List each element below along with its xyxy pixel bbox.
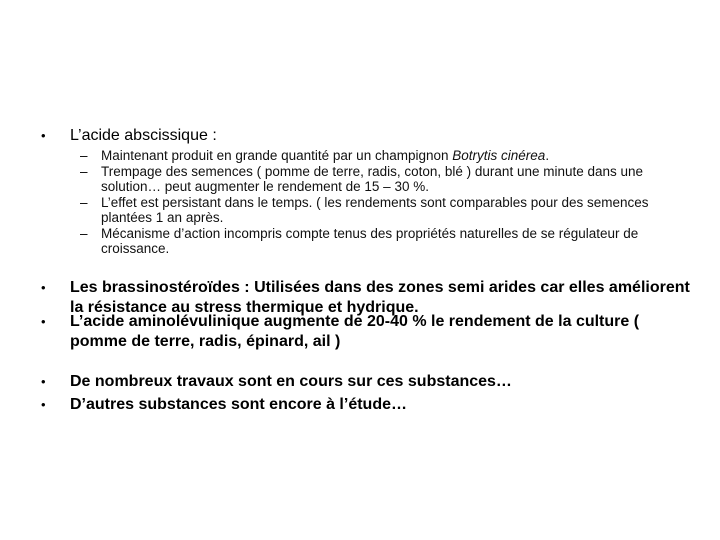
bullet-text-other-substances: D’autres substances sont encore à l’étude… xyxy=(70,396,407,413)
bullet-marker: • xyxy=(41,280,46,295)
bullet-marker: • xyxy=(41,128,46,143)
dash-marker: – xyxy=(80,163,88,179)
bullet-text-brassinosteroids: Les brassinostéroïdes : Utilisées dans des zones semi arides car elles améliorent la résistance au stress thermique et hydrique. xyxy=(70,279,690,316)
dash-marker: – xyxy=(80,194,88,210)
sub-item-text: L’effet est persistant dans le temps. ( les rendements sont comparables pour des semences plantées 1 an après. xyxy=(101,194,649,225)
bullet-text-ongoing-work: De nombreux travaux sont en cours sur ces substances… xyxy=(70,373,512,390)
sub-item-species-name: Botrytis cinérea xyxy=(452,148,546,163)
sub-item-seed-soaking xyxy=(0,164,720,195)
sub-item-text: Mécanisme d’action incompris compte tenus des propriétés naturelles de se régulateur de croissance. xyxy=(101,225,639,256)
dash-marker: – xyxy=(80,148,88,163)
sub-item-mechanism xyxy=(0,226,720,257)
sub-item-text: Trempage des semences ( pomme de terre, radis, coton, blé ) durant une minute dans une solution… peut augmenter le rendement de 15 – 30 %. xyxy=(101,163,644,194)
sub-item-text-end: . xyxy=(545,148,550,163)
sub-item-text-part: Maintenant produit en grande quantité par un champignon xyxy=(101,148,453,163)
bullet-marker: • xyxy=(41,397,46,412)
dash-marker: – xyxy=(80,225,88,241)
sub-item-botrytis xyxy=(0,148,720,164)
bullet-marker: • xyxy=(41,314,46,329)
sub-item-persistent-effect xyxy=(0,195,720,226)
bullet-marker: • xyxy=(41,374,46,389)
abscisic-sub-list xyxy=(0,148,720,257)
bullet-text-aminolevulinic-acid: L’acide aminolévulinique augmente de 20-40 % le rendement de la culture ( pomme de terre, radis, épinard, ail ) xyxy=(70,313,640,350)
bullet-text-abscisic-acid: L’acide abscissique : xyxy=(70,127,217,144)
sub-item-text xyxy=(101,148,681,164)
